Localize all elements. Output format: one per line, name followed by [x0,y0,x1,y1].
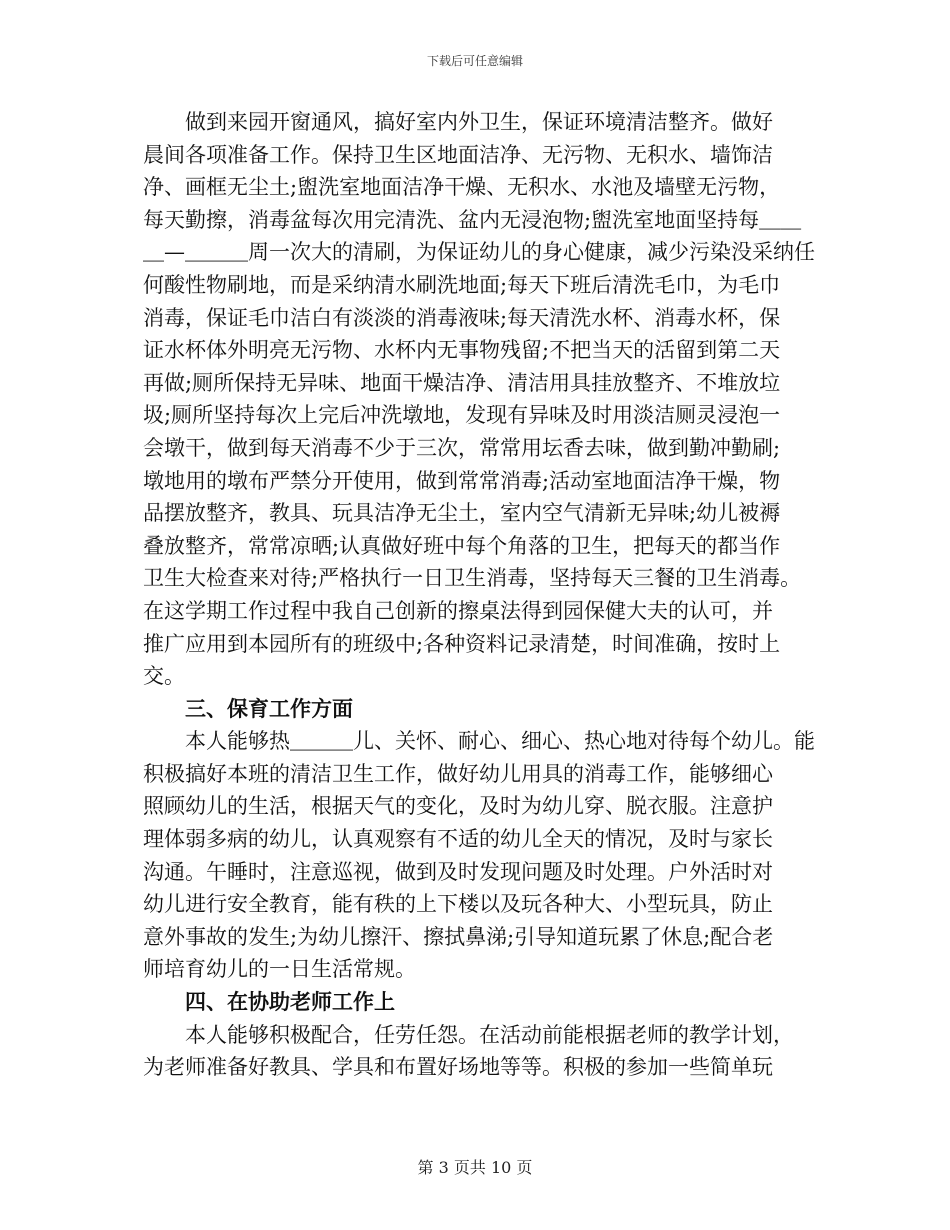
text-line: 在这学期工作过程中我自己创新的擦桌法得到园保健大夫的认可，并 [143,598,773,623]
text-line: 何酸性物刷地，而是采纳清水刷洗地面;每天下班后清洗毛巾，为毛巾 [143,272,781,297]
text-line: 净、画框无尘土;盥洗室地面洁净干燥、无积水、水池及墙壁无污物， [143,175,781,200]
text-line: 叠放整齐，常常凉晒;认真做好班中每个角落的卫生，把每天的都当作 [143,533,781,558]
text-line: 消毒，保证毛巾洁白有淡淡的消毒液味;每天清洗水杯、消毒水杯，保 [143,305,781,330]
text-line: 意外事故的发生;为幼儿擦汗、擦拭鼻涕;引导知道玩累了休息;配合老 [143,924,774,949]
text-line: 圾;厕所坚持每次上完后冲洗墩地，发现有异味及时用淡洁厕灵浸泡一 [143,403,781,428]
document-body [143,106,815,1084]
page-header: 下载后可任意编辑 [426,54,523,68]
section-heading-4: 四、在协助老师工作上 [143,989,395,1015]
text-line: 积极搞好本班的清洁卫生工作，做好幼儿用具的消毒工作，能够细心 [143,761,773,786]
text-line: ＿—＿＿＿周一次大的清刷，为保证幼儿的身心健康，减少污染没采纳任 [143,240,815,265]
text-line: 晨间各项准备工作。保持卫生区地面洁净、无污物、无积水、墙饰洁 [143,142,773,167]
text-line: 墩地用的墩布严禁分开使用，做到常常消毒;活动室地面洁净干燥，物 [143,468,781,493]
text-line: 本人能够积极配合，任劳任怨。在活动前能根据老师的教学计划， [143,1022,794,1047]
text-line: 师培育幼儿的一日生活常规。 [143,957,416,982]
text-line: 照顾幼儿的生活，根据天气的变化，及时为幼儿穿、脱衣服。注意护 [143,794,773,819]
text-line: 每天勤擦，消毒盆每次用完清洗、盆内无浸泡物;盥洗室地面坚持每＿＿ [143,207,802,232]
text-line: 再做;厕所保持无异味、地面干燥洁净、清洁用具挂放整齐、不堆放垃 [143,370,781,395]
text-line: 交。 [143,664,185,689]
text-line: 卫生大检查来对待;严格执行一日卫生消毒，坚持每天三餐的卫生消毒。 [143,566,802,591]
text-line: 品摆放整齐，教具、玩具洁净无尘土，室内空气清新无异味;幼儿被褥 [143,501,781,526]
text-line: 理体弱多病的幼儿，认真观察有不适的幼儿全天的情况，及时与家长 [143,827,773,852]
section-heading-3: 三、保育工作方面 [143,695,353,721]
page-number: 第 3 页共 10 页 [417,1158,533,1177]
text-line: 幼儿进行安全教育，能有秩的上下楼以及玩各种大、小型玩具，防止 [143,892,773,917]
text-line: 会墩干，做到每天消毒不少于三次，常常用坛香去味，做到勤冲勤刷; [143,435,781,460]
text-line: 做到来园开窗通风，搞好室内外卫生，保证环境清洁整齐。做好 [143,110,773,134]
text-line: 为老师准备好教具、学具和布置好场地等等。积极的参加一些简单玩 [143,1055,773,1080]
text-line: 证水杯体外明亮无污物、水杯内无事物残留;不把当天的活留到第二天 [143,338,781,363]
text-line: 沟通。午睡时，注意巡视，做到及时发现问题及时处理。户外活时对 [143,859,773,884]
text-line: 本人能够热＿＿＿儿、关怀、耐心、细心、热心地对待每个幼儿。能 [143,729,815,754]
text-line: 推广应用到本园所有的班级中;各种资料记录清楚，时间准确，按时上 [143,631,781,656]
